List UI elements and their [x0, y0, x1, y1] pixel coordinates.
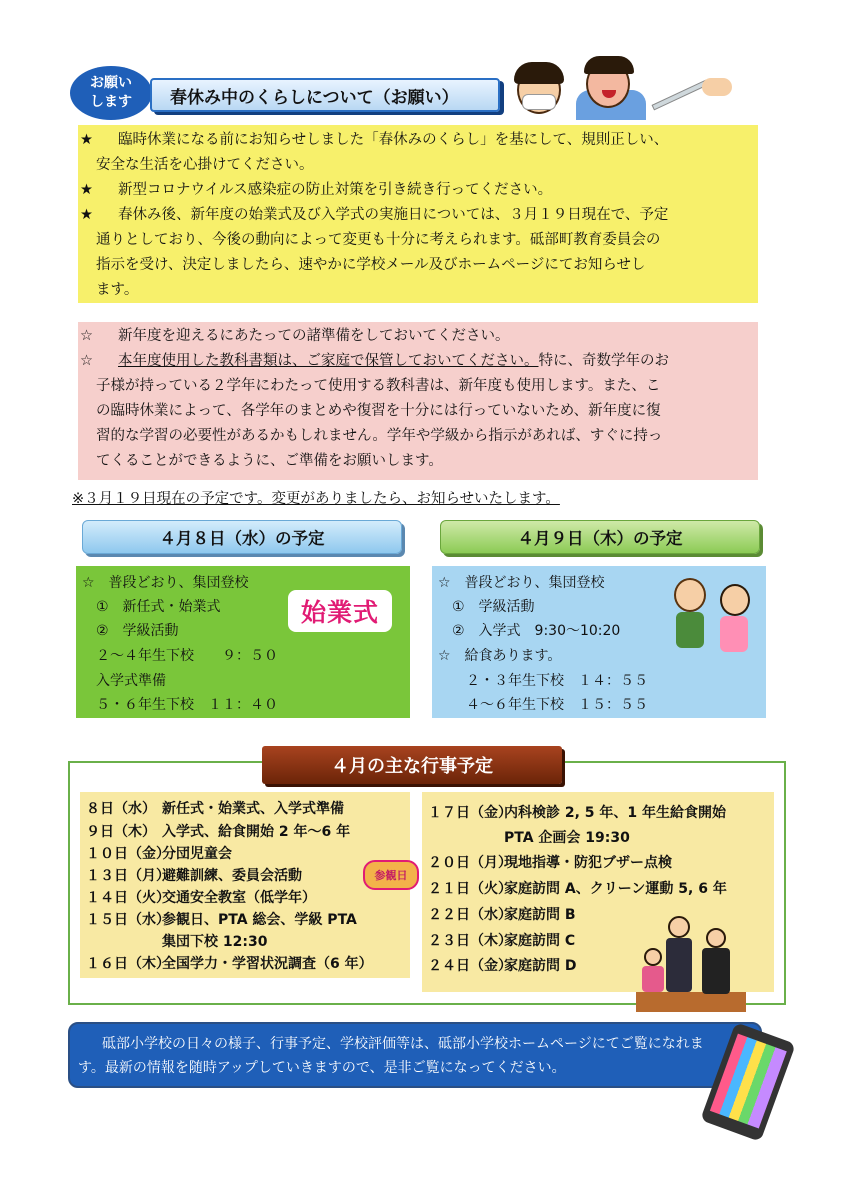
- page-title: [150, 78, 500, 112]
- event-row: PTA 企画会 19:30: [504, 830, 630, 846]
- schedule-line: ☆ 普段どおり、集団登校: [438, 575, 605, 591]
- schedule-line: ② 入学式 9:30～10:20: [438, 623, 621, 639]
- event-row: ２０日（月）現地指導・防犯ブザー点検: [428, 855, 672, 871]
- schedule-line: 入学式準備: [96, 673, 166, 689]
- event-row: ２１日（火）家庭訪問 A、クリーン運動 5, 6 年: [428, 881, 727, 897]
- schedule-line: ２～４年生下校 ９：５０: [82, 648, 278, 664]
- family-visit-illustration: [636, 912, 746, 1014]
- badge-line-1: お願い: [90, 75, 132, 91]
- homepage-notice-bar: [68, 1022, 762, 1088]
- yellow-notice-box: ★ 臨時休業になる前にお知らせしました「春休みのくらし」を基にして、規則正しい、 安全な生活を心掛けてください。 ★ 新型コロナウイルス感染症の防止対策を引き続き行ってください。 ★ 春休み後、新年度の始業式及び入学式の実施日については、３月１９日現在で、予定 通りとしており、今後の動向によって変更も十分に考えられます。砥部町教育委員会の 指示を受け、決定しましたら、速やかに学校メール及びホームページにてお知らせし ます。: [78, 125, 758, 303]
- schedule-line: ２・３年生下校 １４：５５: [438, 673, 648, 689]
- onegai-badge: [70, 66, 152, 120]
- schedule-line: ② 学級活動: [82, 623, 179, 639]
- schedule-line: ☆ 普段どおり、集団登校: [82, 575, 249, 591]
- sick-child-illustration: [576, 56, 646, 122]
- event-row: 集団下校 12:30: [162, 934, 268, 950]
- schedule-line: ① 学級活動: [438, 599, 535, 615]
- event-row: ８日（水） 新任式・始業式、入学式準備: [86, 801, 344, 817]
- event-row: ９日（木） 入学式、給食開始 2 年～6 年: [86, 824, 351, 840]
- april-9-heading: ４月９日（木）の予定: [440, 520, 760, 554]
- schedule-line: ☆ 給食あります。: [438, 648, 562, 664]
- pink-notice-box: ☆ 新年度を迎えるにあたっての諸準備をしておいてください。 ☆ 本年度使用した教科書類は、ご家庭で保管しておいてください。特に、奇数学年のお 子様が持っている２学年にわたって使用する教科書は、新年度も使用します。また、こ の臨時休業によって、各学年のまとめや復習を十分には行っていないため、新年度に復 習的な学習の必要性があるかもしれません。学年や学級から指示があれば、すぐに持っ てくることができるように、ご準備をお願いします。: [78, 322, 758, 480]
- star-outline-icon: ☆: [80, 328, 93, 344]
- open-class-badge: 参観日: [363, 860, 419, 890]
- schedule-note: ※３月１９日現在の予定です。変更がありましたら、お知らせいたします。: [72, 491, 560, 507]
- schedule-line: ５・６年生下校 １１：４０: [82, 697, 278, 713]
- homepage-notice-line: 砥部小学校の日々の様子、行事予定、学校評価等は、砥部小学校ホームページにてご覧になれま: [102, 1036, 704, 1052]
- event-row: ２３日（木）家庭訪問 C: [428, 933, 576, 949]
- schedule-line: ４～６年生下校 １５：５５: [438, 697, 648, 713]
- event-row: ２４日（金）家庭訪問 D: [428, 958, 577, 974]
- star-icon: ★: [80, 182, 93, 198]
- opening-ceremony-stamp: 始業式: [288, 590, 392, 632]
- events-title: ４月の主な行事予定: [262, 746, 562, 784]
- thermometer-icon: [650, 84, 730, 104]
- schedule-line: ① 新任式・始業式: [82, 599, 221, 615]
- event-row: １５日（水）参観日、PTA 総会、学級 PTA: [86, 912, 357, 928]
- event-row: １７日（金）内科検診 2, 5 年、1 年生給食開始: [428, 805, 727, 821]
- event-row: １０日（金）分団児童会: [86, 846, 232, 862]
- star-icon: ★: [80, 132, 93, 148]
- underlined-text: 本年度使用した教科書類は、ご家庭で保管しておいてください。: [118, 353, 539, 369]
- star-outline-icon: ☆: [80, 353, 93, 369]
- students-illustration: [668, 574, 764, 666]
- event-row: １３日（月）避難訓練、委員会活動: [86, 868, 302, 884]
- badge-line-2: します: [90, 94, 132, 110]
- april-8-heading: ４月８日（水）の予定: [82, 520, 402, 554]
- april-8-panel: [76, 566, 410, 718]
- page-title-text: 春休み中のくらしについて（お願い）: [170, 87, 459, 108]
- masked-child-illustration: [514, 62, 564, 122]
- event-row: １６日（木）全国学力・学習状況調査（6 年）: [86, 956, 373, 972]
- event-row: ２２日（水）家庭訪問 B: [428, 907, 576, 923]
- homepage-notice-line: す。最新の情報を随時アップしていきますので、是非ご覧になってください。: [78, 1060, 566, 1076]
- star-icon: ★: [80, 207, 93, 223]
- event-row: １４日（火）交通安全教室（低学年）: [86, 890, 316, 906]
